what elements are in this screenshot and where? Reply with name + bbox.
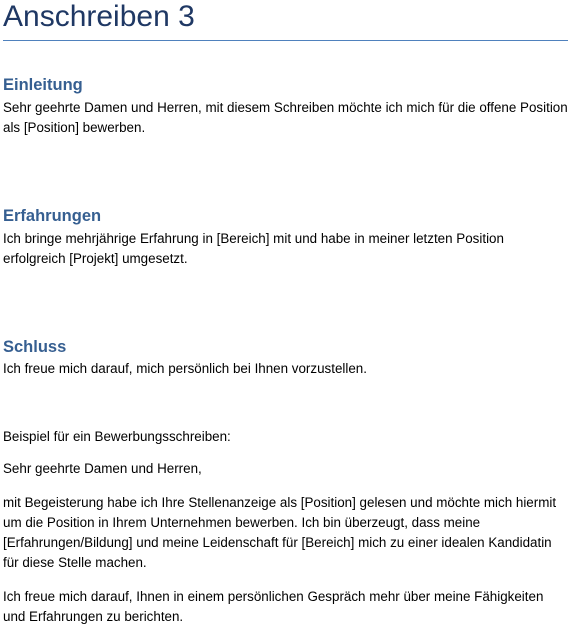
example-intro: Beispiel für ein Bewerbungsschreiben: xyxy=(3,429,231,444)
document-page xyxy=(3,0,568,624)
section-heading-einleitung: Einleitung xyxy=(3,76,83,94)
section-text-schluss: Ich freue mich darauf, mich persönlich bei Ihnen vorzustellen. xyxy=(3,361,367,376)
example-salutation: Sehr geehrte Damen und Herren, xyxy=(3,461,202,476)
example-closing: Ich freue mich darauf, Ihnen in einem persönlichen Gespräch mehr über meine Fähigkeiten und Erfahrungen zu berichten. xyxy=(3,589,544,624)
example-body: mit Begeisterung habe ich Ihre Stellenanzeige als [Position] gelesen und möchte mich hiermit um die Position in Ihrem Unternehmen bewerben. Ich bin überzeugt, dass meine [Erfahrungen/Bildung] und meine Leidenschaft für [Bereich] mich zu einer idealen Kandidatin für diese Stelle machen. xyxy=(3,495,557,570)
document-title: Anschreiben 3 xyxy=(3,0,195,33)
section-text-erfahrungen: Ich bringe mehrjährige Erfahrung in [Bereich] mit und habe in meiner letzten Position erfolgreich [Projekt] umgesetzt. xyxy=(3,231,504,266)
section-heading-erfahrungen: Erfahrungen xyxy=(3,207,102,225)
title-divider xyxy=(3,40,568,41)
section-text-einleitung: Sehr geehrte Damen und Herren, mit diesem Schreiben möchte ich mich für die offene Position als [Position] bewerben. xyxy=(3,100,568,135)
section-heading-schluss: Schluss xyxy=(3,338,67,356)
